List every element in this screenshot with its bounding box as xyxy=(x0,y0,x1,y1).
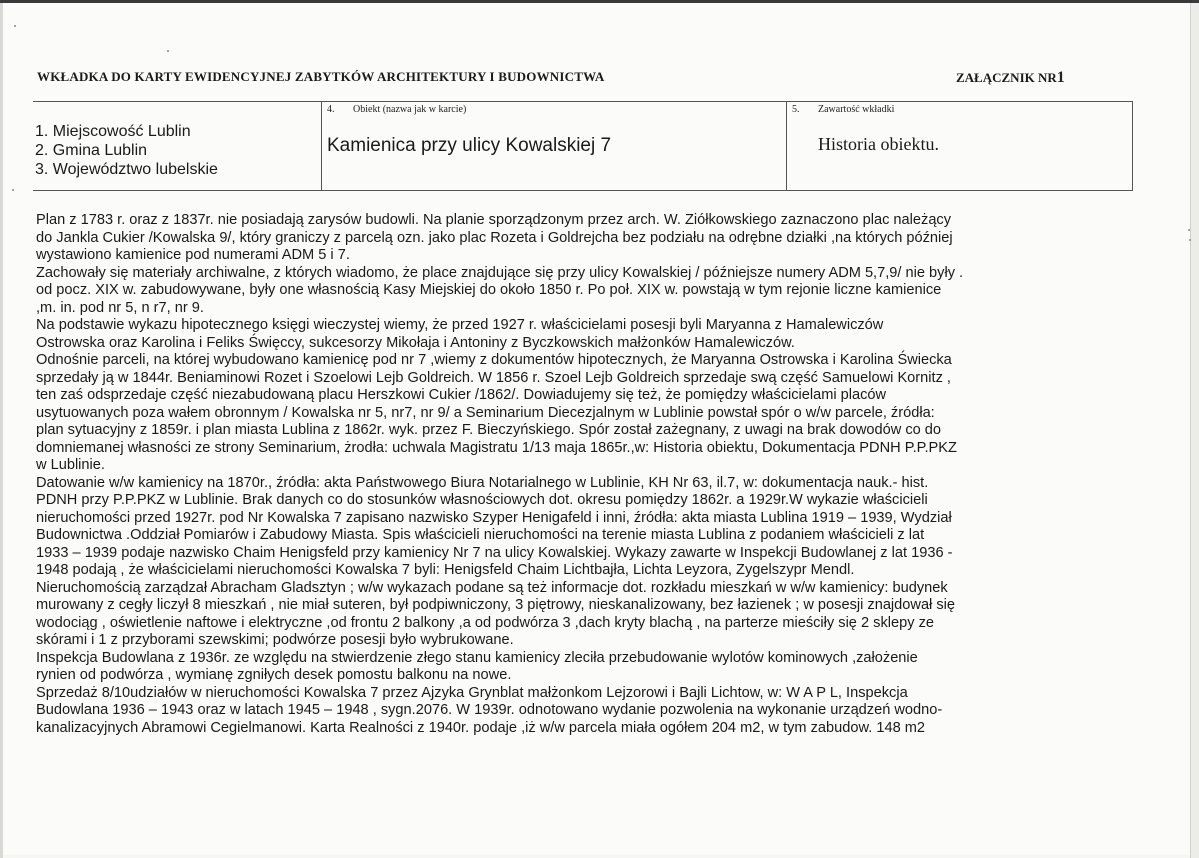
text-line: murowany z cegły liczył 8 mieszkań , nie miał suteren, był podpiwniczony, 3 piętrowy, nieskanalizowany, bez łazienek ; w posesji znajdował się xyxy=(36,597,956,613)
text-line: w Lublinie. xyxy=(36,457,105,473)
history-text xyxy=(36,212,1161,737)
text-line: Inspekcja Budowlana z 1936r. ze względu na stwierdzenie złego stanu kamienicy zleciła przebudowanie wylotów kominowych ,założenie xyxy=(36,649,918,666)
text-line: Nieruchomością zarządzał Abracham Gladsztyn ; w/w wykazach podane są też informacje dot. rozkładu mieszkań w w/w kamienicy: budynek xyxy=(36,579,948,596)
text-line: domniemanej własności ze strony Seminarium, żrodła: uchwala Magistratu 1/13 maja 1865r.,w: Historia obiektu, Dokumentacja PDNH P.P.PKZ xyxy=(36,439,957,456)
object-cell xyxy=(321,102,786,190)
text-line: sprzedały ją w 1844r. Beniaminowi Rozet i Szoelowi Lejb Goldreich. W 1856 r. Szoel Lejb Goldreich sprzedaje swą część Samuelowi Kornitz , xyxy=(36,369,951,386)
text-line: 1933 – 1939 podaje nazwisko Chaim Henigsfeld przy kamienicy Nr 7 na ulicy Kowalskiej. Wykazy zawarte w Inspekcji Budowlanej z lat 1936 - xyxy=(36,544,953,561)
content-cell xyxy=(786,102,1133,190)
text-line: nieruchomości przed 1927r. pod Nr Kowalska 7 zapisano nazwisko Szyper Henigafeld i inni, źródła: akta miasta Lublina 1919 – 1939, Wydział xyxy=(36,509,952,526)
text-line: kanalizacyjnych Abramowi Cegielmanowi. Karta Realności z 1940r. podaje ,iż w/w parcela miała ogółem 204 m2, w tym zabudow. 148 m2 xyxy=(36,719,926,736)
text-line: Budownictwa .Oddział Pomiarów i Zabudowy Miasta. Spis właścicieli nieruchomości na terenie miasta Lublina z podaniem właścicieli z lat xyxy=(36,527,925,543)
location-cell xyxy=(33,102,321,190)
text-line: od pocz. XIX w. zabudowywane, były one własnością Kasy Miejskiej do około 1850 r. Po poł. XIX w. powstają w tym rejonie liczne kamienice xyxy=(36,282,942,298)
text-line: skórami i 1 z przyborami szewskimi; podwórze posesji było wybrukowane. xyxy=(36,632,514,648)
object-name: Kamienica przy ulicy Kowalskiej 7 xyxy=(327,135,612,156)
content-value: Historia obiektu. xyxy=(818,134,939,154)
document-title: WKŁADKA DO KARTY EWIDENCYJNEJ ZABYTKÓW ARCHITEKTURY I BUDOWNICTWA xyxy=(37,69,605,84)
annex-label xyxy=(956,69,1065,87)
scan-speck xyxy=(14,25,16,27)
annex-label-text: ZAŁĄCZNIK NR xyxy=(956,70,1057,85)
object-label-number: 4. xyxy=(327,104,335,115)
text-line: wodociąg , oświetlenie naftowe i elektryczne ,od frontu 2 balkony ,a od podwórza 3 ,dach kryty blachą , na parterze mieściły się 2 sklepy ze xyxy=(36,614,934,631)
content-label-text: Zawartość wkładki xyxy=(818,104,895,115)
object-label xyxy=(327,104,466,115)
info-table xyxy=(33,101,1133,191)
text-line: wystawiono kamienice pod numerami ADM 5 i 7. xyxy=(36,247,350,263)
annex-number: 1 xyxy=(1056,69,1065,86)
text-line: Datowanie w/w kamienicy na 1870r., źródła: akta Państwowego Biura Notarialnego w Lublinie, KH Nr 63, il.7, w: dokumentacja nauk.- hist. xyxy=(36,474,929,491)
text-line: rynien od podwórza , wymianę zgniłych desek pomostu balkonu na nowe. xyxy=(36,667,512,683)
content-label-number: 5. xyxy=(792,104,800,115)
text-line: 1948 podają , że właścicielami nieruchomości Kowalska 7 byli: Henigsfeld Chaim Lichtbajła, Lichta Leyzora, Zygelszypr Mendl. xyxy=(36,562,855,578)
scan-edge-right xyxy=(1190,3,1199,858)
text-line: Sprzedaż 8/10udziałów w nieruchomości Kowalska 7 przez Ajzyka Grynblat małżonkom Lejzorowi i Bajli Lichtow, w: W A P L, Inspekcja xyxy=(36,684,908,701)
text-line: Plan z 1783 r. oraz z 1837r. nie posiadają zarysów budowli. Na planie sporządzonym przez arch. W. Ziółkowskiego zaznaczono plac należący xyxy=(36,212,952,228)
text-line: ,m. in. pod nr 5, n r7, nr 9. xyxy=(36,299,204,316)
text-line: ten zaś odsprzedaje część niezabudowaną placu Herszkowi Cukier /1862/. Dowiadujemy się też, że pomiędzy właścicielami placów xyxy=(36,387,887,403)
text-line: usytuowanych poza wałem obronnym / Kowalska nr 5, nr7, nr 9/ a Seminarium Diecezjalnym w Lublinie powstał spór o w/w parcele, źródła: xyxy=(36,404,935,421)
text-line: Ostrowska oraz Karolina i Feliks Święccy, sukcesorzy Mikołaja i Antoniny z Byczkowskich małżonków Hamalewiczów. xyxy=(36,334,795,351)
text-line: do Jankla Cukier /Kowalska 9/, który graniczy z parcelą ozn. jako plac Rozeta i Goldrejcha bez podziału na odrębne działki ,na których później xyxy=(36,229,953,246)
scan-speck xyxy=(1189,239,1191,241)
content-label xyxy=(792,104,894,115)
text-line: PDNH przy P.P.PKZ w Lublinie. Brak danych co do stosunków własnościowych dot. okresu pomiędzy 1862r. a 1929r.W wykazie właścicieli xyxy=(36,492,928,508)
scan-speck xyxy=(167,50,169,52)
location-voivodeship: 3. Województwo lubelskie xyxy=(35,161,218,178)
scan-edge-left xyxy=(0,3,3,858)
location-list xyxy=(35,122,218,179)
text-line: plan sytuacyjny z 1859r. i plan miasta Lublina z 1862r. wyk. przez F. Bieczyńskiego. Spór został zażegnany, z uwagi na brak dowodów co do xyxy=(36,422,942,438)
text-line: Na podstawie wykazu hipotecznego księgi wieczystej wiemy, że przed 1927 r. właścicielami posesji byli Maryanna z Hamalewiczów xyxy=(36,317,884,333)
text-line: Budowlana 1936 – 1943 oraz w latach 1945 – 1948 , sygn.2076. W 1939r. odnotowano wydanie pozwolenia na wykonanie urządzeń wodno- xyxy=(36,702,943,718)
text-line: Odnośnie parceli, na której wybudowano kamienicę pod nr 7 ,wiemy z dokumentów hipotecznych, że Maryanna Ostrowska i Karolina Świecka xyxy=(36,352,952,368)
text-line: Zachowały się materiały archiwalne, z których wiadomo, że place znajdujące się przy ulicy Kowalskiej / późniejsze numery ADM 5,7,9/ nie były . xyxy=(36,264,964,281)
location-commune: 2. Gmina Lublin xyxy=(35,142,148,159)
scan-speck xyxy=(1188,229,1190,231)
object-label-text: Obiekt (nazwa jak w karcie) xyxy=(353,104,467,115)
location-town: 1. Miejscowość Lublin xyxy=(35,123,191,140)
scan-speck xyxy=(12,189,14,191)
